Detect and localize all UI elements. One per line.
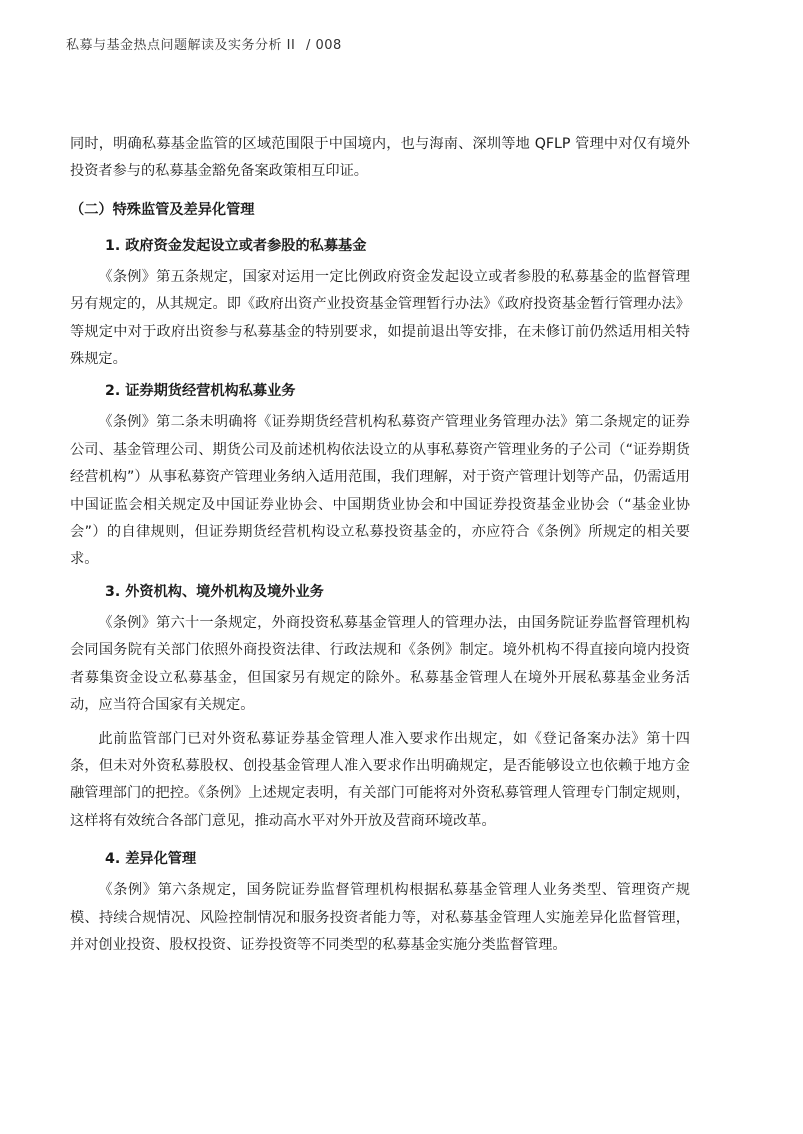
main-content [70, 131, 690, 959]
subsection-heading-government-funds: 1. 政府资金发起设立或者参股的私募基金 [105, 237, 367, 254]
paragraph-foreign-institutions: 《条例》第六十一条规定，外商投资私募基金管理人的管理办法，由国务院证券监督管理机构会同国务院有关部门依照外商投资法律、行政法规和《条例》制定。境外机构不得直接向境内投资者募集资金设立私募基金，但国家另有规定的除外。私募基金管理人在境外开展私募基金业务活动，应当符合国家有关规定。 [70, 614, 690, 714]
subsection-heading-differentiated-management: 4. 差异化管理 [105, 851, 197, 868]
paragraph-continuation: 同时，明确私募基金监管的区域范围限于中国境内，也与海南、深圳等地 QFLP 管理中对仅有境外投资者参与的私募基金豁免备案政策相互印证。 [70, 136, 690, 180]
subsection-heading-foreign-institutions: 3. 外资机构、境外机构及境外业务 [105, 583, 324, 600]
paragraph-foreign-access: 此前监管部门已对外资私募证券基金管理人准入要求作出规定，如《登记备案办法》第十四条，但未对外资私募股权、创投基金管理人准入要求作出明确规定，是否能够设立也依赖于地方金融管理部门的把控。《条例》上述规定表明，有关部门可能将对外资私募管理人管理专门制定规则，这样将有效统合各部门意见，推动高水平对外开放及营商环境改革。 [70, 730, 690, 829]
section-heading-special-supervision: （二）特殊监管及差异化管理 [70, 201, 255, 218]
paragraph-securities-futures: 《条例》第二条未明确将《证券期货经营机构私募资产管理业务管理办法》第二条规定的证券公司、基金管理公司、期货公司及前述机构依法设立的从事私募资产管理业务的子公司（“证券期货经营机构”）从事私募资产管理业务纳入适用范围，我们理解，对于资产管理计划等产品，仍需适用中国证监会相关规定及中国证券业协会、中国期货业协会和中国证券投资基金业协会（“基金业协会”）的自律规则，但证券期货经营机构设立私募投资基金的，亦应符合《条例》所规定的相关要求。 [70, 414, 690, 568]
page-number: / 008 [305, 38, 342, 53]
subsection-heading-securities-futures: 2. 证券期货经营机构私募业务 [105, 383, 296, 400]
paragraph-government-funds: 《条例》第五条规定，国家对运用一定比例政府资金发起设立或者参股的私募基金的监督管理另有规定的，从其规定。即《政府出资产业投资基金管理暂行办法》《政府投资基金暂行管理办法》等规定中对于政府出资参与私募基金的特别要求，如提前退出等安排，在未修订前仍然适用相关特殊规定。 [70, 268, 690, 368]
running-header [66, 34, 342, 53]
paragraph-differentiated-management: 《条例》第六条规定，国务院证券监督管理机构根据私募基金管理人业务类型、管理资产规模、持续合规情况、风险控制情况和服务投资者能力等，对私募基金管理人实施差异化监督管理，并对创业投资、股权投资、证券投资等不同类型的私募基金实施分类监督管理。 [70, 882, 690, 953]
book-title: 私募与基金热点问题解读及实务分析 II [66, 38, 296, 53]
